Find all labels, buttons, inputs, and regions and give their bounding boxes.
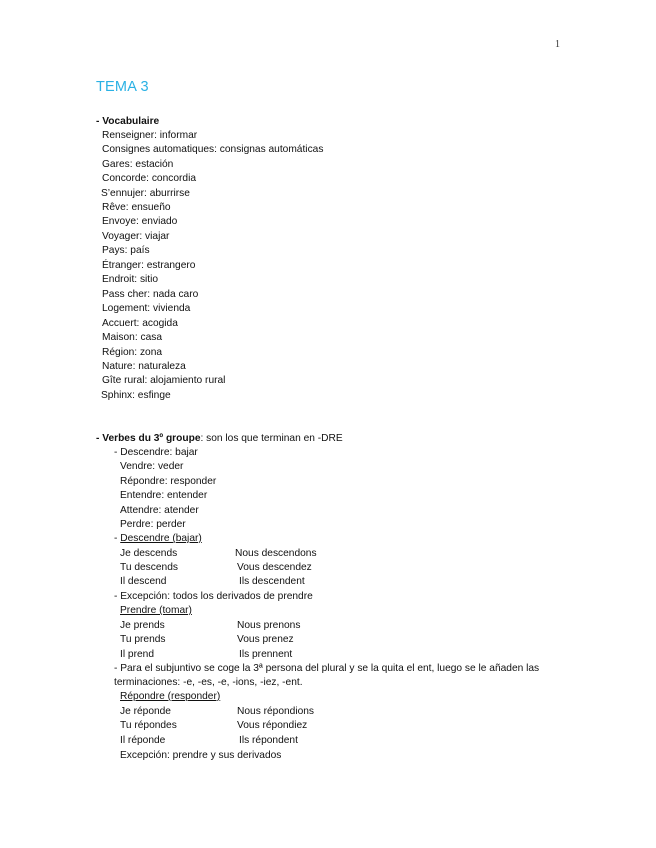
descendre-heading [114, 532, 202, 546]
vocab-item: Nature: naturaleza [102, 361, 186, 372]
conjugation-singular: Je prends [120, 620, 165, 631]
subjunctive-rule-line1: - Para el subjuntivo se coge la 3ª persona del plural y se la quita el ent, luego se le añaden las [114, 663, 540, 674]
page-number: 1 [555, 39, 560, 50]
verbs-heading-rest: : son los que terminan en -DRE [200, 433, 343, 444]
exception-note: Excepción: prendre y sus derivados [120, 750, 282, 761]
conjugation-plural: Nous répondions [237, 706, 315, 717]
vocab-item: Gîte rural: alojamiento rural [102, 375, 226, 386]
conjugation-plural: Vous répondiez [237, 720, 308, 731]
conjugation-singular: Tu descends [120, 562, 178, 573]
conjugation-singular: Il réponde [120, 735, 166, 746]
vocab-item: S’ennujer: aburrirse [101, 188, 190, 199]
conjugation-plural: Ils descendent [239, 576, 305, 587]
vocab-item: Pays: país [102, 245, 150, 256]
vocab-item: Maison: casa [102, 332, 163, 343]
vocab-item: Accuert: acogida [102, 318, 178, 329]
vocab-item: Envoye: enviado [102, 216, 178, 227]
vocab-item: Renseigner: informar [102, 130, 198, 141]
verb-example: Vendre: veder [120, 461, 184, 472]
conjugation-singular: Je descends [120, 548, 178, 559]
vocab-item: Endroit: sitio [102, 274, 159, 285]
subjunctive-rule-line2: terminaciones: -e, -es, -e, -ions, -iez, -ent. [114, 677, 303, 688]
conjugation-singular: Je réponde [120, 706, 171, 717]
vocab-item: Étranger: estrangero [102, 260, 196, 271]
vocab-item: Voyager: viajar [102, 231, 170, 242]
page-title: TEMA 3 [96, 79, 149, 95]
conjugation-plural: Nous prenons [237, 620, 301, 631]
verbs-heading-bold: - Verbes du 3º groupe [96, 433, 201, 444]
vocab-item: Région: zona [102, 347, 163, 358]
vocab-item: Gares: estación [102, 159, 174, 170]
vocab-item: Concorde: concordia [102, 173, 197, 184]
vocab-item: Pass cher: nada caro [102, 289, 199, 300]
verb-example: Perdre: perder [120, 519, 186, 530]
conjugation-plural: Ils répondent [239, 735, 298, 746]
descendre-dash: - [114, 533, 121, 544]
conjugation-singular: Il descend [120, 576, 167, 587]
verb-example: Entendre: entender [120, 490, 208, 501]
vocab-item: Rêve: ensueño [102, 202, 171, 213]
conjugation-plural: Vous prenez [237, 634, 294, 645]
vocab-heading: - Vocabulaire [96, 116, 160, 127]
verbs-heading [96, 432, 343, 446]
prendre-title: Prendre (tomar) [120, 605, 192, 616]
vocab-item: Consignes automatiques: consignas automáticas [102, 144, 324, 155]
conjugation-singular: Il prend [120, 649, 154, 660]
conjugation-plural: Vous descendez [237, 562, 312, 573]
conjugation-singular: Tu répondes [120, 720, 177, 731]
verb-example: Attendre: atender [120, 505, 199, 516]
verb-example: Répondre: responder [120, 476, 217, 487]
conjugation-plural: Nous descendons [235, 548, 317, 559]
conjugation-plural: Ils prennent [239, 649, 293, 660]
verb-example: - Descendre: bajar [114, 447, 198, 458]
repondre-title: Répondre (responder) [120, 691, 221, 702]
exception-note: - Excepción: todos los derivados de prendre [114, 591, 313, 602]
vocab-item: Sphinx: esfinge [101, 390, 171, 401]
conjugation-singular: Tu prends [120, 634, 166, 645]
descendre-title: Descendre (bajar) [120, 533, 202, 544]
vocab-item: Logement: vivienda [102, 303, 191, 314]
